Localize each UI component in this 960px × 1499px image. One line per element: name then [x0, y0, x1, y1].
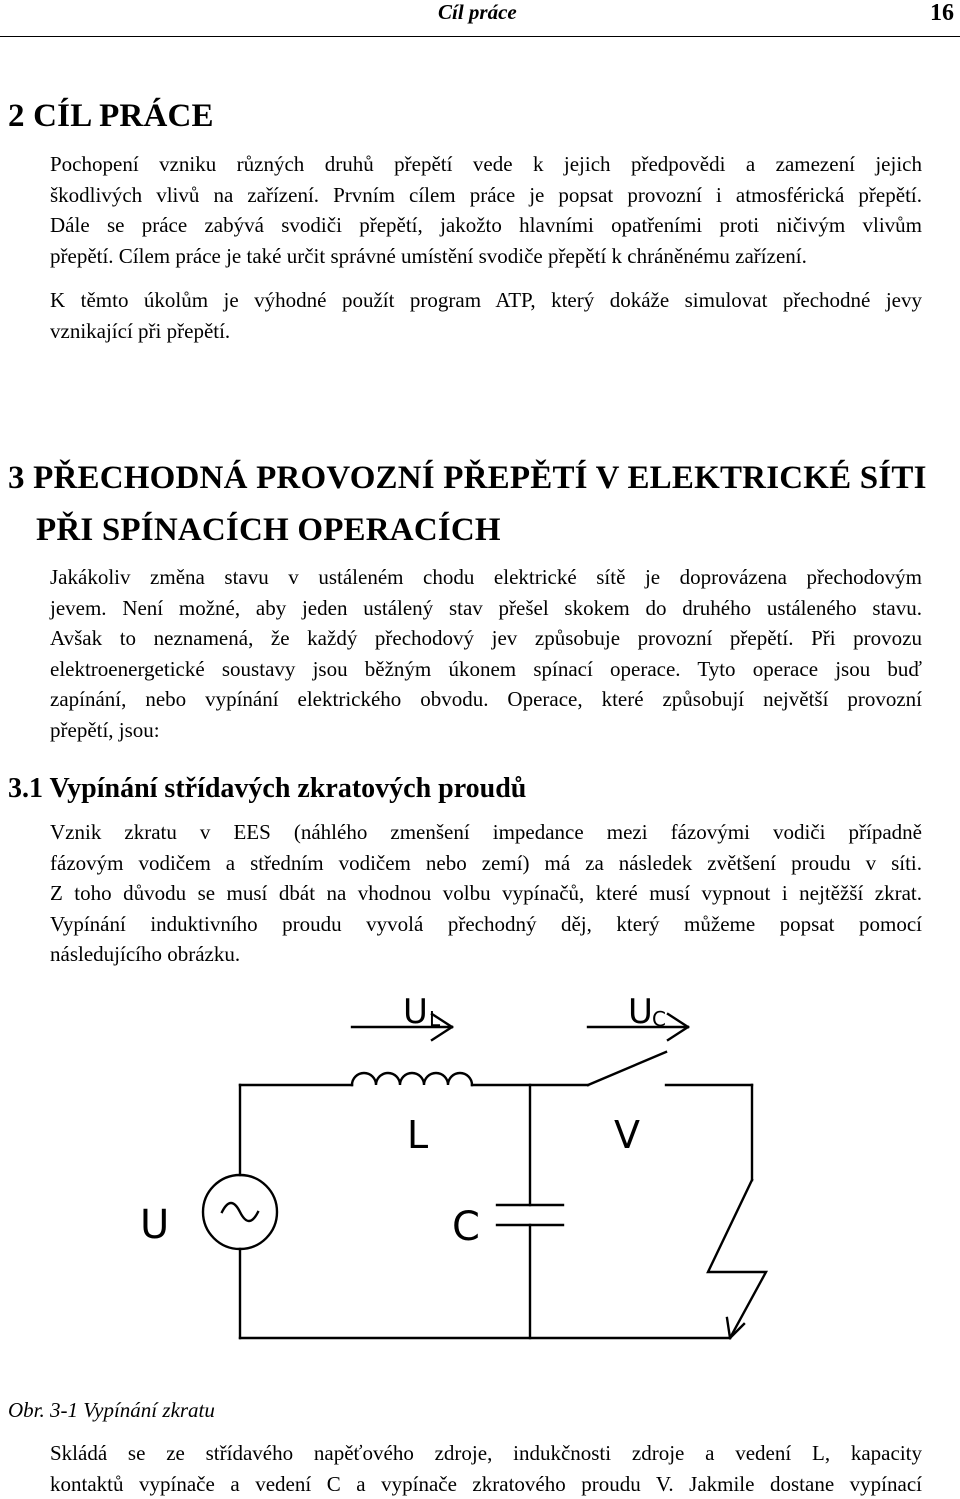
text-line: Vypínání induktivního proudu vyvolá přechodný děj, který můžeme popsat pomocí — [8, 909, 922, 940]
text-line: elektroenergetické soustavy jsou běžným úkonem spínací operace. Tyto operace jsou buď — [8, 654, 922, 685]
label-breaker: V — [614, 1113, 640, 1157]
text-line: jevem. Není možné, aby jeden ustálený stav přešel skokem do druhého ustáleného stavu. — [8, 593, 922, 624]
text-line: vznikající při přepětí. — [8, 316, 922, 347]
section-2-heading: 2 CÍL PRÁCE — [8, 98, 214, 135]
section-3-heading-line-2: PŘI SPÍNACÍCH OPERACÍCH — [36, 512, 501, 549]
section-2-paragraph-2 — [8, 285, 922, 346]
text-line: Pochopení vzniku různých druhů přepětí vede k jejich předpovědi a zamezení jejich — [8, 149, 922, 180]
switch-blade — [588, 1052, 666, 1085]
inductor-coil — [352, 1073, 472, 1085]
text-line: fázovým vodičem a středním vodičem nebo zemí) má za následek zvětšení proudu v síti. — [8, 848, 922, 879]
running-title: Cíl práce — [438, 0, 517, 25]
section-3-1-paragraph-2 — [8, 1438, 922, 1499]
circuit-diagram — [0, 975, 960, 1385]
label-uc-sub: C — [652, 1007, 666, 1031]
label-ul-sub: L — [429, 1007, 441, 1031]
text-line: přepětí, jsou: — [8, 715, 922, 746]
sine-wave-icon — [222, 1203, 258, 1221]
page-header — [0, 0, 960, 37]
text-line: škodlivých vlivů na zařízení. Prvním cílem práce je popsat provozní i atmosférická přepětí. — [8, 180, 922, 211]
label-capacitor: C — [452, 1204, 480, 1250]
text-line: K těmto úkolům je výhodné použít program ATP, který dokáže simulovat přechodné jevy — [8, 285, 922, 316]
text-line: zapínání, nebo vypínání elektrického obvodu. Operace, které způsobují největší provozní — [8, 684, 922, 715]
section-3-heading-line-1: 3 PŘECHODNÁ PROVOZNÍ PŘEPĚTÍ V ELEKTRICKÉ SÍTI — [8, 460, 927, 497]
text-line: následujícího obrázku. — [8, 939, 922, 970]
section-3-1-heading: 3.1 Vypínání střídavých zkratových proudů — [8, 773, 526, 805]
section-2-paragraph-1 — [8, 149, 922, 271]
text-line: Jakákoliv změna stavu v ustáleném chodu elektrické sítě je doprovázena přechodovým — [8, 562, 922, 593]
text-line: přepětí. Cílem práce je také určit správné umístění svodiče přepětí k chráněnému zařízení. — [8, 241, 922, 272]
label-source: U — [140, 1202, 169, 1248]
text-line: Z toho důvodu se musí dbát na vhodnou volbu vypínačů, které musí vypnout i nejtěžší zkrat. — [8, 878, 922, 909]
label-inductor: L — [407, 1113, 428, 1157]
text-line: Dále se práce zabývá svodiči přepětí, jakožto hlavními opatřeními proti ničivým vlivům — [8, 210, 922, 241]
text-line: Vznik zkratu v EES (náhlého zmenšení impedance mezi fázovými vodiči případně — [8, 817, 922, 848]
text-line: Skládá se ze střídavého napěťového zdroje, indukčnosti zdroje a vedení L, kapacity — [8, 1438, 922, 1469]
page-number: 16 — [930, 0, 954, 27]
label-ul-main: U — [403, 992, 428, 1032]
section-3-1-paragraph-1 — [8, 817, 922, 970]
short-circuit-fault-icon — [708, 1180, 766, 1338]
section-3-paragraph-1 — [8, 562, 922, 745]
text-line: kontaktů vypínače a vedení C a vypínače zkratového proudu V. Jakmile dostane vypínací — [8, 1469, 922, 1499]
label-uc-main: U — [628, 992, 653, 1032]
figure-caption: Obr. 3-1 Vypínání zkratu — [8, 1398, 215, 1423]
text-line: Avšak to neznamená, že každý přechodový jev způsobuje provozní přepětí. Při provozu — [8, 623, 922, 654]
